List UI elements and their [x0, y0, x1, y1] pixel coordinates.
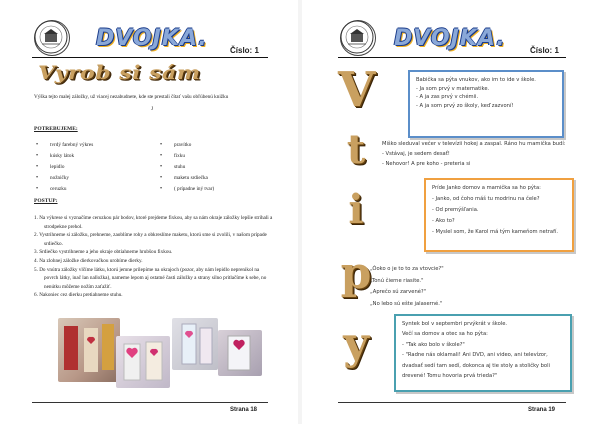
step-item: 4. Na zlohnej záložke dierkovačkou urobíme dierky. [34, 257, 143, 264]
joke-line: - A ja zas prvý v chémii. [416, 94, 479, 101]
joke-line: „Óoko o je to to za vtovcie?" [370, 266, 444, 272]
step-item: 2. Vystrihneme si záložku, prehneme, zaoblíme rohy a obkreslíme maketu, ktorú sme si zvolili, v našom prípade srdiečko. [34, 232, 267, 247]
joke-line: - Vstávaj, je sedem desať! [382, 150, 450, 157]
page-number: Strana 18 [230, 407, 258, 413]
masthead: DVOJKA. [394, 26, 506, 51]
list-item: • kúsky látok [36, 151, 146, 162]
school-logo-icon [34, 20, 70, 56]
header-rule [338, 57, 566, 58]
joke-line: „No lebo sú ešte jalaserné." [370, 300, 443, 307]
joke-line: - Ja som prvý v matematike. [416, 85, 490, 92]
joke-line: - Nehovor! A pre koho - preteria si [382, 160, 471, 167]
materials-heading: POTREBUJEME: [34, 126, 78, 132]
footer-rule [32, 402, 268, 403]
joke-line: - Janko, od čoho máš tu modrinu na čele? [432, 196, 540, 202]
step-item: 1. Na výkrese si vyznačíme ceruzkou pár bodov, ktoré prejdeme fixkou, aby sa nám okraje záložky lepšie strihali a strodpekne prehol. [34, 215, 273, 230]
issue-label: Číslo: 1 [230, 46, 259, 55]
bookmark-photo-4 [218, 330, 262, 376]
vertical-title-letter: V [338, 62, 376, 118]
list-item: • lepidlo [36, 162, 146, 173]
joke-line: „Aprečo sú zarvené?" [370, 289, 427, 295]
joke-box-5 [394, 314, 572, 392]
joke-4 [370, 264, 540, 310]
footer-rule [338, 402, 566, 403]
masthead: DVOJKA. [96, 26, 208, 51]
list-item: • fixku [160, 151, 270, 162]
materials-list-2 [160, 140, 270, 195]
page-18 [0, 0, 298, 424]
bookmark-photo-2 [116, 336, 170, 388]
joke-line: Večí sa domov a otec sa ho pýta: [402, 331, 488, 338]
joke-line: Príde Janko domov a mamička sa ho pýta: [432, 185, 541, 191]
vertical-title-letter: t [346, 126, 366, 173]
step-item: 6. Nakoniec cez dierku pretiahneme stuhu. [34, 292, 123, 299]
intro-line: Výška tejto malej záložky, už viacej nezabudnete, kde ste prestali čítať vašu obľúbenú knižku [34, 94, 229, 100]
joke-box-1 [408, 70, 564, 138]
issue-label: Číslo: 1 [530, 46, 559, 55]
joke-line: Miško sleduval večer v televízii hokej a zaspal. Ráno hu mamička budí: [382, 141, 566, 147]
school-logo-icon [340, 20, 376, 56]
header-rule [32, 57, 268, 58]
bookmark-photo-3 [172, 318, 218, 370]
joke-line: - "Tak ako bolo v škole?" [402, 341, 465, 348]
materials-list-1 [36, 140, 146, 195]
page-number: Strana 19 [528, 407, 556, 413]
list-item: • tvrdý farebný výkres [36, 140, 146, 151]
vertical-title-letter: p [340, 248, 372, 299]
intro-text [34, 93, 270, 113]
joke-line: - Od premýšľania. [432, 207, 479, 213]
section-title: Vyrob si sám [38, 62, 201, 85]
vertical-title-letter: i [348, 186, 364, 233]
joke-line: - "Radne nás oklamali! Ani DVD, ani video, ani televízor, [402, 352, 548, 359]
joke-line: drevené! Tomu hovoria prvá trieda?" [402, 373, 498, 380]
joke-line: - Ako to? [432, 218, 455, 224]
joke-line: - Myslel som, že Karol má tým kameňom netrafí. [432, 229, 558, 235]
joke-2 [382, 140, 572, 169]
joke-line: Babička sa pýta vnukov, ako im to ide v škole. [416, 77, 536, 83]
list-item: • nožničky [36, 173, 146, 184]
bookmark-photo-1 [58, 318, 120, 382]
joke-box-3 [424, 178, 574, 252]
steps-list [34, 214, 274, 300]
step-item: 5. Do vnútra záložky vlčíme látku, ktorú jemne prilepíme na okrajoch (pozor, aby nám lepidlo neprenikol na povrch látky, inač lan nalložka), nameme lepom aj ostatné časti záložky a strany silno pritlačíme k sebe, no nenútku môžeme nožím zaťažiť. [34, 266, 267, 290]
step-item: 3. Srdiečko vystrihneme a jeho okraje obtiahneme hrubšou fixkou. [34, 249, 173, 256]
list-item: • maketu srdiečka [160, 173, 270, 184]
vertical-title-letter: y [343, 318, 369, 369]
joke-line: dvadsať sedí tam sedí, dokonca aj tie stoly a stoličky boli [402, 362, 550, 369]
list-item: • stuhu [160, 162, 270, 173]
joke-line: Syntek bol v septembri prvýkrát v škole. [402, 321, 508, 327]
intro-mark: J [150, 106, 154, 113]
steps-heading: POSTUP: [34, 198, 58, 204]
list-item: • ceruzku [36, 184, 146, 195]
joke-line: „Tonú čierne riasite." [370, 277, 424, 284]
list-item: • ( prípadne iný tvar) [160, 184, 270, 195]
joke-line: - A ja som prvý zo školy, keď zazvoní! [416, 102, 514, 109]
list-item: • pravítko [160, 140, 270, 151]
